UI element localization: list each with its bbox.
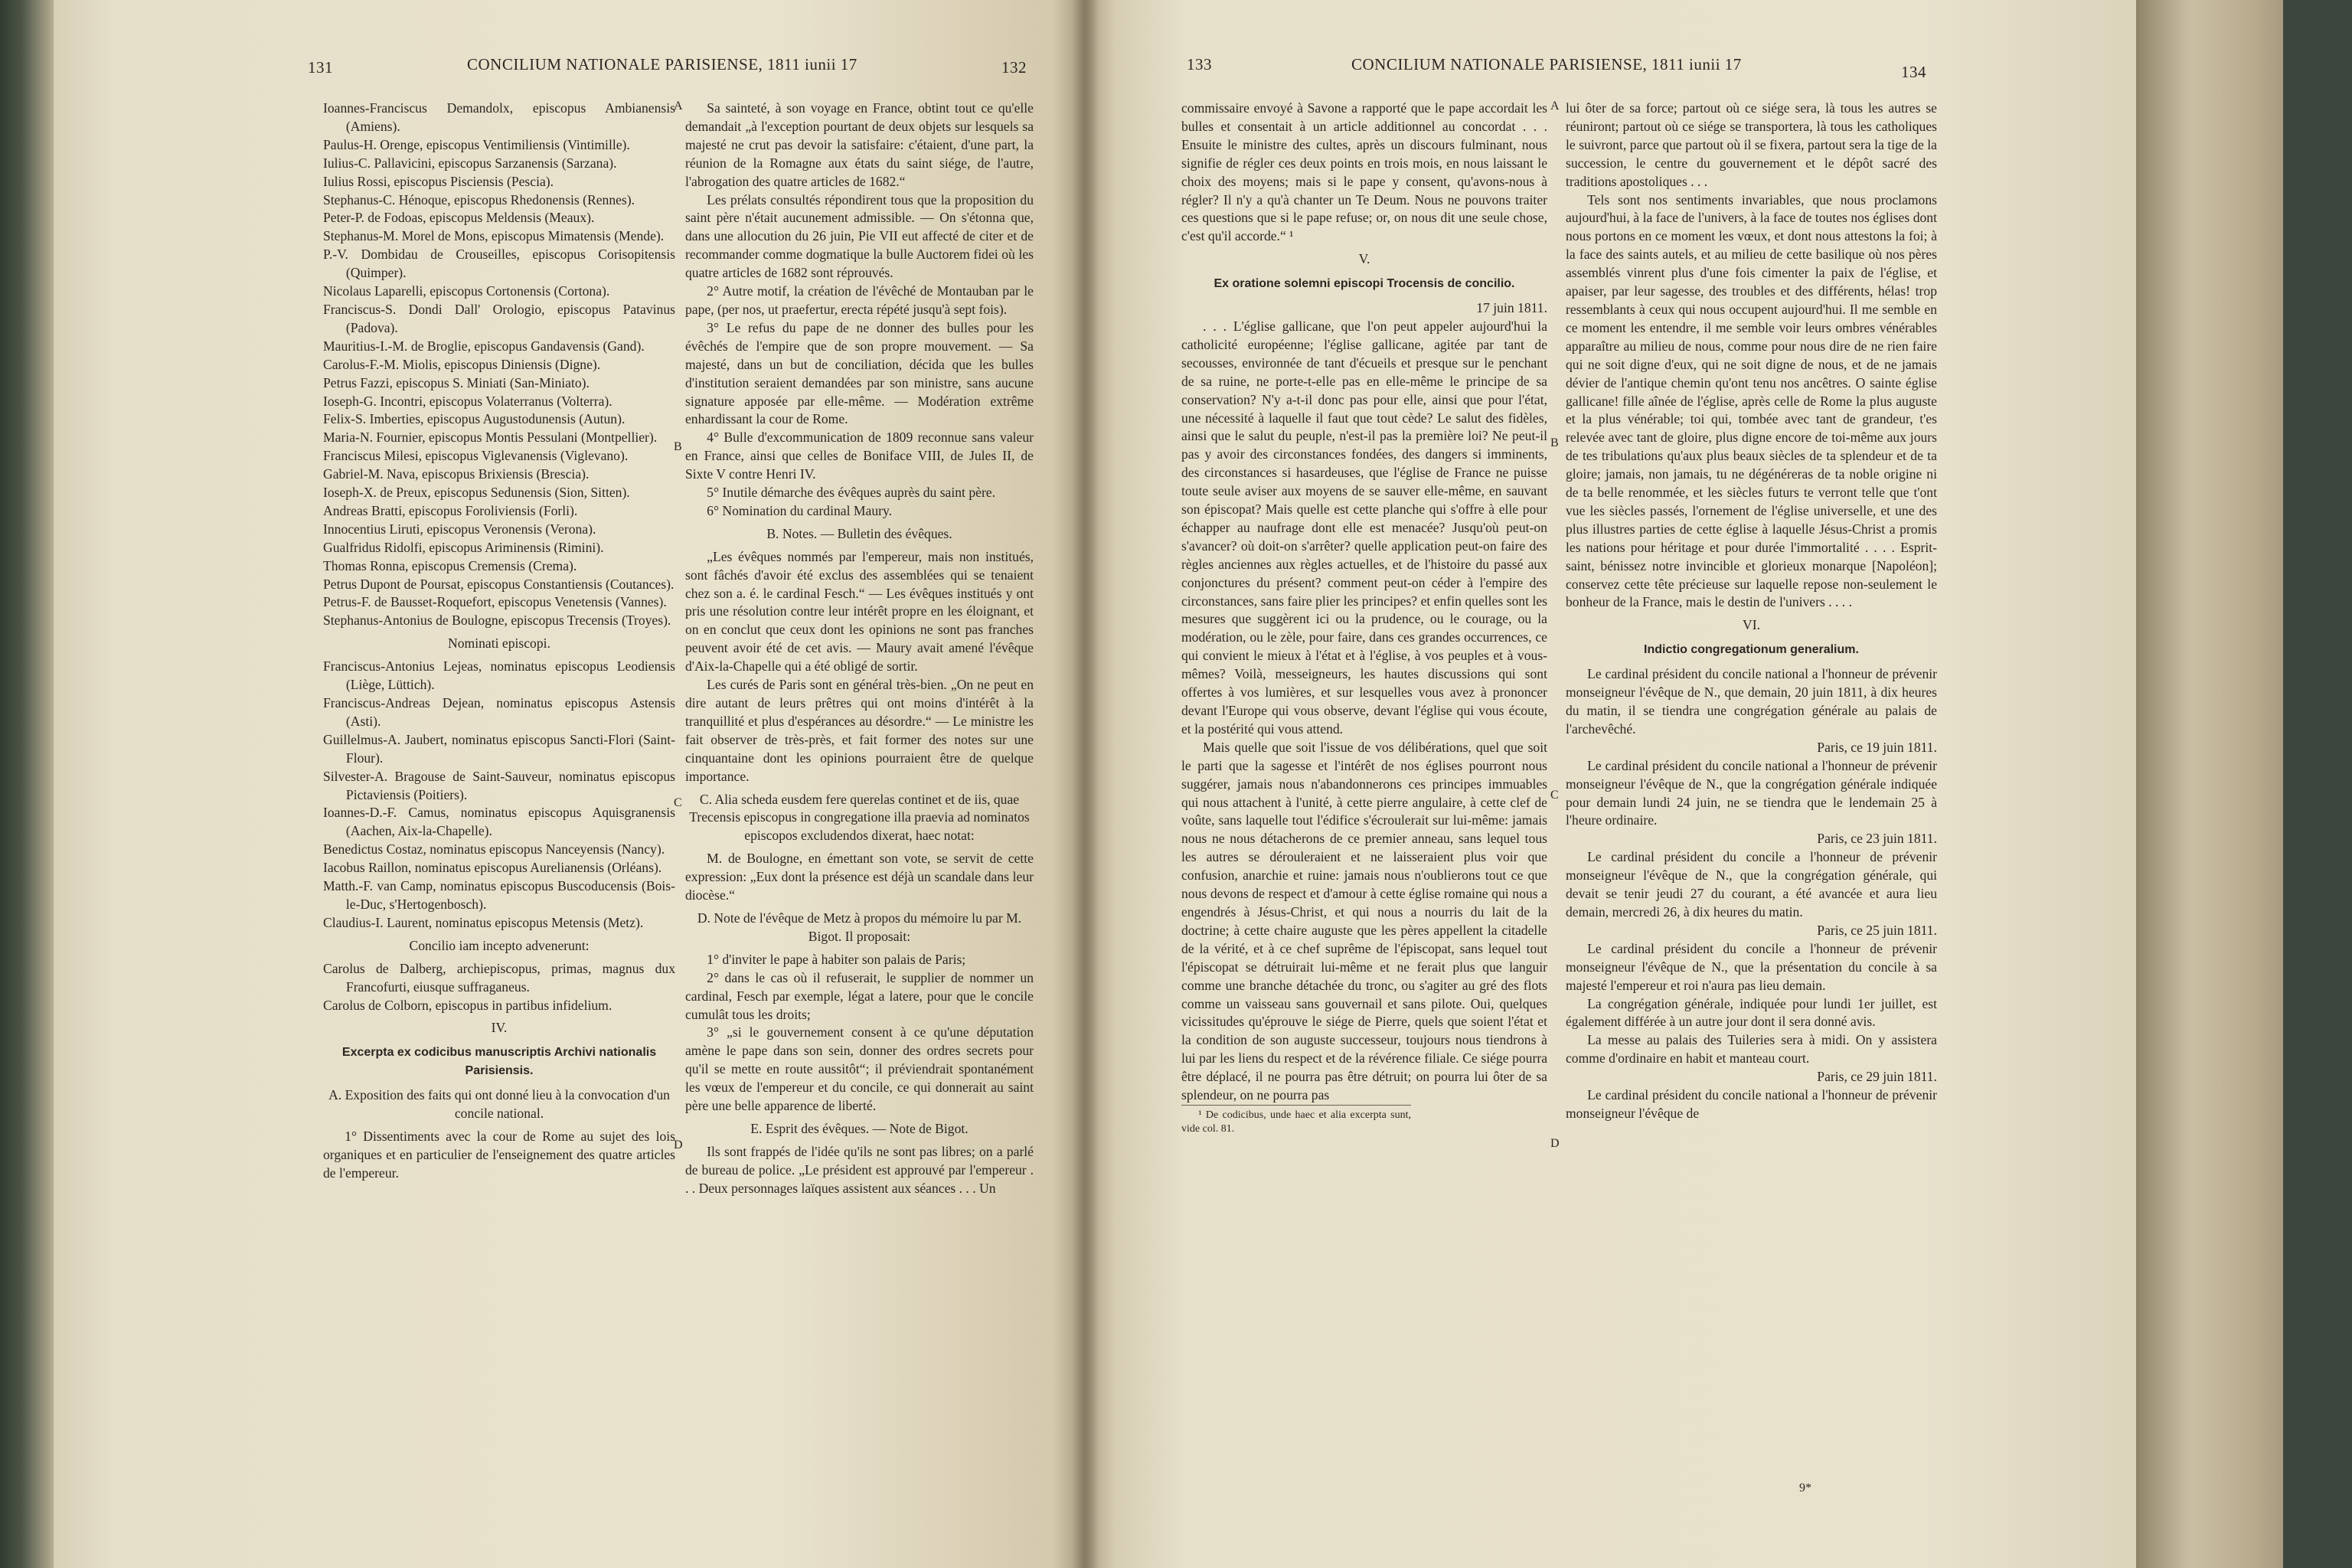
- subheading: IV.: [491, 1020, 508, 1036]
- paragraph: 2° Autre motif, la création de l'évêché de Montauban par le pape, (per nos, ut praefertur, erecta répété jusqu'à sept fois).: [685, 283, 1034, 317]
- subheading: C. Alia scheda eusdem fere querelas continet et de iis, quae Trecensis episcopus in congregatione illa praevia ad nominatos episcopos excludendos dixerat, haec notat:: [689, 791, 1030, 844]
- list-entry: Franciscus-Andreas Dejean, nominatus episcopus Astensis (Asti).: [323, 695, 675, 729]
- subheading: B. Notes. — Bulletin des évêques.: [766, 525, 952, 541]
- page-number: 132: [1001, 58, 1027, 77]
- subheading: Nominati episcopi.: [448, 635, 550, 652]
- list-entry: Claudius-I. Laurent, nominatus episcopus Metensis (Metz).: [323, 914, 644, 930]
- paragraph: 3° „si le gouvernement consent à ce qu'une députation amène le pape dans son sein, donner des ordres secrets pour qu'il se mette en route aussitôt“; il préviendrait spontanément les vœux de l'empereur et du concile, ce qui donnerait au saint père une belle apparence de liberté.: [685, 1024, 1034, 1114]
- subheading: Concilio iam incepto advenerunt:: [409, 937, 590, 953]
- right-page: [1083, 0, 2136, 1568]
- list-entry: Petrus Dupont de Poursat, episcopus Constantiensis (Coutances).: [323, 576, 675, 592]
- section-heading: Ex oratione solemni episcopi Trocensis de concilio.: [1214, 277, 1515, 291]
- paragraph: Paris, ce 25 juin 1811.: [1817, 922, 1937, 938]
- list-entry: Franciscus-S. Dondi Dall' Orologio, episcopus Patavinus (Padova).: [323, 301, 675, 335]
- book-edge-right: [2136, 0, 2352, 1568]
- paragraph: 4° Bulle d'excommunication de 1809 reconnue sans valeur en France, ainsi que celles de Boniface VIII, de Jules II, de Sixte V contre Henri IV.: [685, 430, 1034, 482]
- footnote: ¹ De codicibus, unde haec et alia excerpta sunt, vide col. 81.: [1181, 1105, 1411, 1136]
- subheading: A. Exposition des faits qui ont donné lieu à la convocation d'un concile national.: [328, 1087, 670, 1122]
- list-entry: Ioseph-G. Incontri, episcopus Volaterranus (Volterra).: [323, 393, 612, 409]
- list-entry: Stephanus-M. Morel de Mons, episcopus Mimatensis (Mende).: [323, 228, 665, 244]
- book-gutter: [1072, 0, 1099, 1568]
- list-entry: Ioseph-X. de Preux, episcopus Sedunensis (Sion, Sitten).: [323, 485, 630, 501]
- paragraph: Le cardinal président du concile a l'honneur de prévenir monseigneur l'évêque de N., que la présentation du concile à sa majesté l'empereur et roi n'aura pas lieu demain.: [1566, 940, 1937, 993]
- paragraph: 17 juin 1811.: [1476, 300, 1547, 316]
- paragraph: lui ôter de sa force; partout où ce siége sera, là tous les autres se réuniront; partout où ce siége se transportera, là tous les catholiques le suivront, parce que partout où il se fixera, partout sera la tige de la succession, le centre du gouvernement et le dépôt sacré des traditions apostoliques . . .: [1566, 100, 1937, 189]
- paragraph: 6° Nomination du cardinal Maury.: [707, 502, 893, 518]
- margin-letter: D: [1550, 1137, 1560, 1150]
- paragraph: Sa sainteté, à son voyage en France, obtint tout ce qu'elle demandait „à l'exception pourtant de deux objets sur lesquels sa majesté ne crut pas devoir la satisfaire: c'étaient, d'une part, la réunion de la Romagne aux états du saint siége, de l'autre, l'abrogation des quatre articles de 1682.“: [685, 100, 1034, 189]
- paragraph: Mais quelle que soit l'issue de vos délibérations, quel que soit le parti que la sagesse et l'intérêt de nos églises pourront nous suggérer, jamais nous n'abandonnerons ces principes immuables qui nous attachent à l'unité, à cette pierre angulaire, à cette clef de voûte, sans laquelle tout l'édifice s'écroulerait sur lui-même: jamais nous ne nous détacherons de ce premier anneau, sans lequel tous les autres se dérouleraient et ne laisseraient plus voir que confusion, anarchie et ruine: jamais nous n'oublierons tout ce que nous devons de respect et d'amour à cette église romaine qui nous a engendrés à Jésus-Christ, et qui nous a nourris du lait de la doctrine; à cette chaire auguste que les pères appellent la citadelle de la vérité, et à ce chef suprême de l'épiscopat, sans lequel tout l'épiscopat se détruirait lui-même et ne ferait plus que languir comme une branche détachée du tronc, ou s'agiter au gré des flots comme un vaisseau sans gouvernail et sans pilote. Oui, quelques vicissitudes qu'éprouve le siége de Pierre, quels que soient l'état et la condition de son auguste successeur, toujours nous tiendrons à lui par les liens du respect et de la révérence filiale. Ce siége pourra être déplacé, il ne pourra pas être détruit; on pourra lui ôter de sa splendeur, on ne pourra pas: [1181, 739, 1547, 1103]
- paragraph: Le cardinal président du concile a l'honneur de prévenir monseigneur l'évêque de N., que la congrégation générale, qui devait se tenir jeudi 27 du courant, a été avancée et aura lieu demain, mercredi 26, à dix heures du matin.: [1566, 849, 1937, 920]
- margin-letter: C: [1550, 789, 1559, 802]
- list-entry: Maria-N. Fournier, episcopus Montis Pessulani (Montpellier).: [323, 430, 658, 446]
- running-title: CONCILIUM NATIONALE PARISIENSE, 1811 iunii 17: [467, 55, 858, 74]
- paragraph: La congrégation générale, indiquée pour lundi 1er juillet, est également différée à un autre jour dont il sera donné avis.: [1566, 995, 1937, 1030]
- paragraph: Tels sont nos sentiments invariables, que nous proclamons aujourd'hui, à la face de l'univers, à la face de toutes nos églises dont nous portons en ce moment les vœux, et dont nous attestons la foi; à la face des saints autels, et au milieu de cette basilique où nos pères assemblés vinrent plus d'une fois cimenter la paix de l'église, et apaiser, par leur sagesse, des troubles et des différents, hélas! trop ressemblants à ceux qui nous occupent aujourd'hui. Il me semble en ce moment les entendre, il me semble voir leurs ombres vénérables apparaître au milieu de nous, comme pour nous dire de ne rien faire qui ne soit digne d'eux, qui ne soit digne de nous, et de ne jamais dévier de l'antique chemin qu'ont tenu nos ancêtres. O sainte église gallicane! fille aînée de l'église, après celle de Rome la plus auguste et la plus vénérable; toi qui, tombée avec tant de grandeur, t'es relevée avec tant de gloire, plus digne encore de toi-même aux jours de tes tribulations qu'aux plus beaux siècles de ta splendeur et de ta gloire; jamais, non jamais, tu ne dégénéreras de ta noble origine ni de ta belle renommée, et les siècles futurs te verront telle que t'ont vue les siècles passés, l'ornement de l'église universelle, et une des plus illustres parties de cette église à laquelle Jésus-Christ a promis les nations pour héritage et pour durée l'immortalité . . . . Esprit-saint, bénissez notre invincible et glorieux monarque [Napoléon]; conservez cette tête précieuse sur laquelle repose non-seulement le bonheur de la France, mais le destin de l'univers . . . .: [1566, 191, 1937, 610]
- list-entry: Carolus-F.-M. Miolis, episcopus Diniensis (Digne).: [323, 356, 601, 372]
- section-heading: Indictio congregationum generalium.: [1644, 643, 1859, 657]
- paragraph: Les curés de Paris sont en général très-bien. „On ne peut en dire autant de leurs prêtres qui ont moins d'intérêt à la tranquillité et plus d'espérances au désordre.“ — Le ministre les fait observer de très-près, et fait former des notes sur une cinquantaine dont les opinions pourraient être de quelque importance.: [685, 677, 1034, 784]
- subheading: VI.: [1743, 617, 1760, 633]
- list-entry: Franciscus-Antonius Lejeas, nominatus episcopus Leodiensis (Liège, Lüttich).: [323, 658, 675, 693]
- subheading: D. Note de l'évêque de Metz à propos du mémoire lu par M. Bigot. Il proposait:: [697, 910, 1022, 944]
- paragraph: Paris, ce 19 juin 1811.: [1817, 739, 1937, 755]
- list-entry: Peter-P. de Fodoas, episcopus Meldensis (Meaux).: [323, 210, 595, 226]
- margin-letter: D: [674, 1138, 683, 1152]
- paragraph: 3° Le refus du pape de ne donner des bulles pour les évêchés de l'empire que de son propre mouvement. — Sa majesté, dans un but de conciliation, décida que les bulles d'institution seraient demandées par son ministre, sans aucune signature apposée par elle-même. — Modération extrême enhardissant la cour de Rome.: [685, 319, 1034, 427]
- page-number: 133: [1187, 55, 1212, 74]
- paragraph: 5° Inutile démarche des évêques auprès du saint père.: [707, 485, 996, 501]
- paragraph: 2° dans le cas où il refuserait, le supplier de nommer un cardinal, Fesch par exemple, légat a latere, pour que le concile cumulât tous les droits;: [685, 969, 1034, 1022]
- paragraph: La messe au palais des Tuileries sera à midi. On y assistera comme d'ordinaire en habit et manteau court.: [1566, 1032, 1937, 1067]
- paragraph: Le cardinal président du concile national a l'honneur de prévenir monseigneur l'évêque de N., que la congrégation générale indiquée pour demain lundi 24 juin, ne se tiendra que le lendemain 25 à l'heure ordinaire.: [1566, 757, 1937, 828]
- signature-mark: 9*: [1799, 1481, 1811, 1494]
- list-entry: Gabriel-M. Nava, episcopus Brixiensis (Brescia).: [323, 466, 590, 482]
- paragraph: Paris, ce 23 juin 1811.: [1817, 831, 1937, 847]
- text-column: [1181, 100, 1547, 1136]
- list-entry: Iulius Rossi, episcopus Pisciensis (Pescia).: [323, 173, 554, 189]
- book-edge-left: [0, 0, 54, 1568]
- paragraph: Les prélats consultés répondirent tous que la proposition du saint père n'était aucunement admissible. — On s'étonna que, dans une allocution du 26 juin, Pie VII eut affecté de citer et de recommander comme dogmatique la bulle Auctorem fidei où les quatre articles de 1682 sont réprouvés.: [685, 191, 1034, 281]
- text-column: [685, 100, 1034, 1198]
- left-page: [54, 0, 1083, 1568]
- list-entry: Ioannes-Franciscus Demandolx, episcopus Ambianensis (Amiens).: [323, 100, 675, 134]
- list-entry: Ioannes-D.-F. Camus, nominatus episcopus Aquisgranensis (Aachen, Aix-la-Chapelle).: [323, 805, 675, 839]
- margin-letter: C: [674, 796, 682, 809]
- section-heading: Excerpta ex codicibus manuscriptis Archivi nationalis Parisiensis.: [341, 1046, 657, 1078]
- paragraph: 1° Dissentiments avec la cour de Rome au sujet des lois organiques et en particulier de l'enseignement des quatre articles de l'empereur.: [323, 1128, 675, 1181]
- list-entry: Petrus-F. de Bausset-Roquefort, episcopus Venetensis (Vannes).: [323, 594, 667, 610]
- list-entry: Mauritius-I.-M. de Broglie, episcopus Gandavensis (Gand).: [323, 338, 645, 354]
- margin-letter: A: [1550, 100, 1560, 113]
- list-entry: Andreas Bratti, episcopus Foroliviensis (Forli).: [323, 502, 578, 518]
- list-entry: Paulus-H. Orenge, episcopus Ventimiliensis (Vintimille).: [323, 136, 630, 152]
- paragraph: . . . L'église gallicane, que l'on peut appeler aujourd'hui la catholicité européenne; l'église gallicane, agitée par tant de secousses, environnée de tant d'écueils et presque sur le penchant de sa ruine, ne porte-t-elle pas en elle-même le principe de sa conservation? N'y a-t-il donc pas pour elle, ainsi que pour l'état, une nécessité à laquelle il faut que tout cède? Le salut des fidèles, ainsi que le salut du peuple, n'est-il pas la première loi? Ne peut-il pas y avoir des circonstances fondées, des dangers si imminents, des circonstances si hasardeuses, que l'église de France ne puisse toute seule aviser aux moyens de se sauver elle-même, en sauvant son épiscopat? Mais quelle est cette planche qui s'offre à elle pour échapper au naufrage dont elle est menacée? Jusqu'où peut-on s'avancer? où doit-on s'arrêter? quelle application peut-on faire des règles anciennes aux règles actuelles, et de l'histoire du passé aux conjonctures du présent? comment peut-on céder à l'empire des circonstances, sans faire plier les principes? et enfin quelles sont les mesures que suggèrent ici ou la prudence, ou le courage, ou la modération, ou le zèle, pour faire, dans ces grandes occurrences, ce qui convient le mieux à l'état et à l'église, à vos peuples et à vous-mêmes? Voilà, messeigneurs, les hautes discussions qui sont offertes à vos lumières, et sur lesquelles vous avez à prononcer devant l'Europe qui vous observe, devant l'église qui vous écoute, et la postérité qui vous attend.: [1181, 318, 1547, 737]
- paragraph: Paris, ce 29 juin 1811.: [1817, 1069, 1937, 1085]
- paragraph: Le cardinal président du concile national a l'honneur de prévenir monseigneur l'évêque de: [1566, 1087, 1937, 1121]
- book-cover-board: [2283, 0, 2352, 1568]
- list-entry: Franciscus Milesi, episcopus Viglevanensis (Viglevano).: [323, 448, 629, 464]
- page-number: 134: [1901, 63, 1926, 81]
- list-entry: Carolus de Colborn, episcopus in partibus infidelium.: [323, 997, 612, 1013]
- list-entry: Stephanus-Antonius de Boulogne, episcopus Trecensis (Troyes).: [323, 612, 671, 629]
- list-entry: Nicolaus Laparelli, episcopus Cortonensis (Cortona).: [323, 283, 610, 299]
- list-entry: Iulius-C. Pallavicini, episcopus Sarzanensis (Sarzana).: [323, 155, 617, 171]
- paragraph: Ils sont frappés de l'idée qu'ils ne sont pas libres; on a parlé de bureau de police. „Le président est approuvé par l'empereur . . . Deux personnages laïques assistent aux séances . . . Un: [685, 1143, 1034, 1196]
- list-entry: Iacobus Raillon, nominatus episcopus Aurelianensis (Orléans).: [323, 860, 662, 876]
- list-entry: Stephanus-C. Hénoque, episcopus Rhedonensis (Rennes).: [323, 191, 635, 207]
- list-entry: Matth.-F. van Camp, nominatus episcopus Buscoducensis (Bois-le-Duc, s'Hertogenbosch).: [323, 878, 675, 912]
- subheading: V.: [1358, 251, 1370, 267]
- subheading: E. Esprit des évêques. — Note de Bigot.: [750, 1120, 969, 1136]
- paragraph: commissaire envoyé à Savone a rapporté que le pape accordait les bulles et consentait à un article additionnel au concordat . . . Ensuite le ministre des cultes, après un discours fulminant, nous signifie de régler ces deux points en trois mois, en nous laissant le choix des moyens; mais si le pape y consent, qu'avons-nous à régler? Il n'y a qu'à chanter un Te Deum. Nous ne pouvons traiter ces questions que si le pape refuse; or, on nous dit une seule chose, c'est qu'il accorde.“ ¹: [1181, 100, 1547, 244]
- list-entry: Carolus de Dalberg, archiepiscopus, primas, magnus dux Francofurti, eiusque suffraganeus.: [323, 960, 675, 995]
- margin-letter: B: [674, 440, 682, 453]
- page-number: 131: [308, 58, 333, 77]
- list-entry: Benedictus Costaz, nominatus episcopus Nanceyensis (Nancy).: [323, 841, 665, 858]
- list-entry: Felix-S. Imberties, episcopus Augustodunensis (Autun).: [323, 411, 626, 427]
- text-column: [1566, 100, 1937, 1123]
- text-column: [323, 100, 675, 1183]
- margin-letter: A: [674, 100, 683, 113]
- list-entry: Silvester-A. Bragouse de Saint-Sauveur, nominatus episcopus Pictaviensis (Poitiers).: [323, 768, 675, 802]
- list-entry: Gualfridus Ridolfi, episcopus Ariminensis (Rimini).: [323, 539, 604, 555]
- running-title: CONCILIUM NATIONALE PARISIENSE, 1811 iunii 17: [1351, 55, 1742, 74]
- margin-letter: B: [1550, 436, 1559, 449]
- list-entry: Petrus Fazzi, episcopus S. Miniati (San-Miniato).: [323, 374, 590, 390]
- list-entry: Thomas Ronna, episcopus Cremensis (Crema).: [323, 557, 577, 573]
- paragraph: M. de Boulogne, en émettant son vote, se servit de cette expression: „Eux dont la présence est déjà un scandale dans leur diocèse.“: [685, 851, 1034, 903]
- paragraph: 1° d'inviter le pape à habiter son palais de Paris;: [707, 951, 966, 967]
- list-entry: P.-V. Dombidau de Crouseilles, episcopus Corisopitensis (Quimper).: [323, 247, 675, 281]
- list-entry: Guillelmus-A. Jaubert, nominatus episcopus Sancti-Flori (Saint-Flour).: [323, 731, 675, 766]
- paragraph: „Les évêques nommés par l'empereur, mais non institués, sont fâchés d'avoir été exclus des assemblées qui se tenaient chez son a. é. le cardinal Fesch.“ — Les évêques institués y ont pris une résolution contre leur intérêt propre en les éloignant, et on en conclut que ceux dont les opinions ne sont pas franches peuvent avoir été de cet avis. — Maury avait amené l'évêque d'Aix-la-Chapelle qui a été obligé de sortir.: [685, 548, 1034, 675]
- paragraph: Le cardinal président du concile national a l'honneur de prévenir monseigneur l'évêque de N., que demain, 20 juin 1811, à dix heures du matin, il se tiendra une congrégation générale au palais de l'archevêché.: [1566, 666, 1937, 737]
- list-entry: Innocentius Liruti, episcopus Veronensis (Verona).: [323, 521, 596, 537]
